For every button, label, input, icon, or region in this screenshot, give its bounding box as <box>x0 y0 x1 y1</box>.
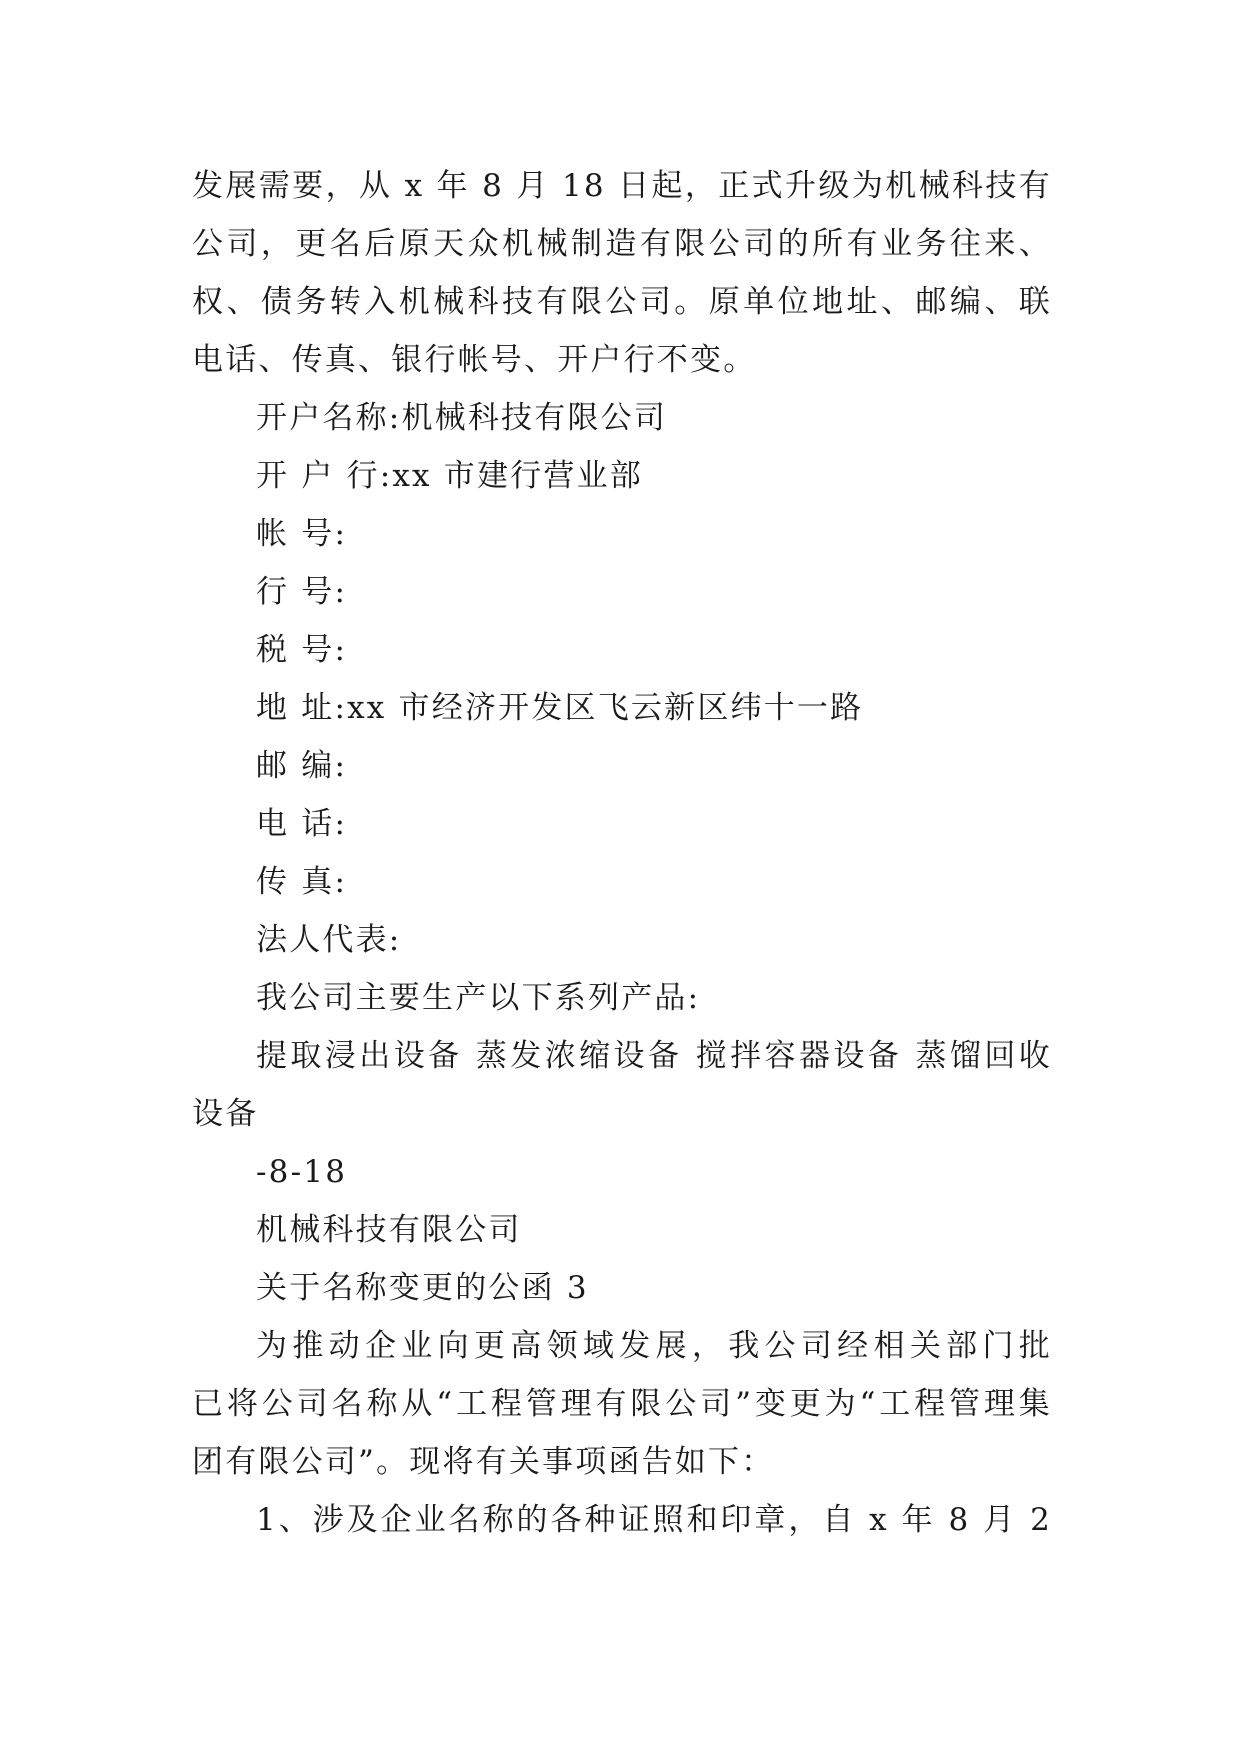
text-line: -8-18 <box>256 1154 348 1190</box>
text-line: 已将公司名称从“工程管理有限公司”变更为“工程管理集 <box>192 1386 1052 1422</box>
text-line: 设备 <box>192 1096 259 1132</box>
text-line: 开 户 行:xx 市建行营业部 <box>256 458 643 494</box>
text-line: 帐 号: <box>256 516 348 552</box>
document-body <box>192 157 1052 1549</box>
text-line: 法人代表: <box>256 922 402 958</box>
text-line: 税 号: <box>256 632 348 668</box>
text-line: 电 话: <box>256 806 348 842</box>
text-line: 公司，更名后原天众机械制造有限公司的所有业务往来、 <box>192 226 1052 262</box>
text-line: 行 号: <box>256 574 348 610</box>
text-line: 开户名称:机械科技有限公司 <box>256 400 668 436</box>
text-line: 我公司主要生产以下系列产品: <box>256 980 701 1016</box>
text-line: 为推动企业向更高领域发展，我公司经相关部门批 <box>256 1328 1052 1364</box>
text-line: 1、涉及企业名称的各种证照和印章，自 x 年 8 月 2 <box>256 1502 1052 1538</box>
text-line: 邮 编: <box>256 748 348 784</box>
text-lines <box>192 157 1052 1549</box>
text-line: 发展需要，从 x 年 8 月 18 日起，正式升级为机械科技有 <box>192 168 1052 204</box>
text-line: 提取浸出设备 蒸发浓缩设备 搅拌容器设备 蒸馏回收 <box>256 1038 1052 1074</box>
text-line: 权、债务转入机械科技有限公司。原单位地址、邮编、联 <box>192 284 1052 320</box>
text-line: 传 真: <box>256 864 348 900</box>
text-line: 地 址:xx 市经济开发区飞云新区纬十一路 <box>256 690 864 726</box>
text-line: 机械科技有限公司 <box>256 1212 522 1248</box>
text-line: 团有限公司”。现将有关事项函告如下： <box>192 1444 775 1480</box>
text-line: 关于名称变更的公函 3 <box>256 1270 589 1306</box>
text-line: 电话、传真、银行帐号、开户行不变。 <box>192 342 757 378</box>
